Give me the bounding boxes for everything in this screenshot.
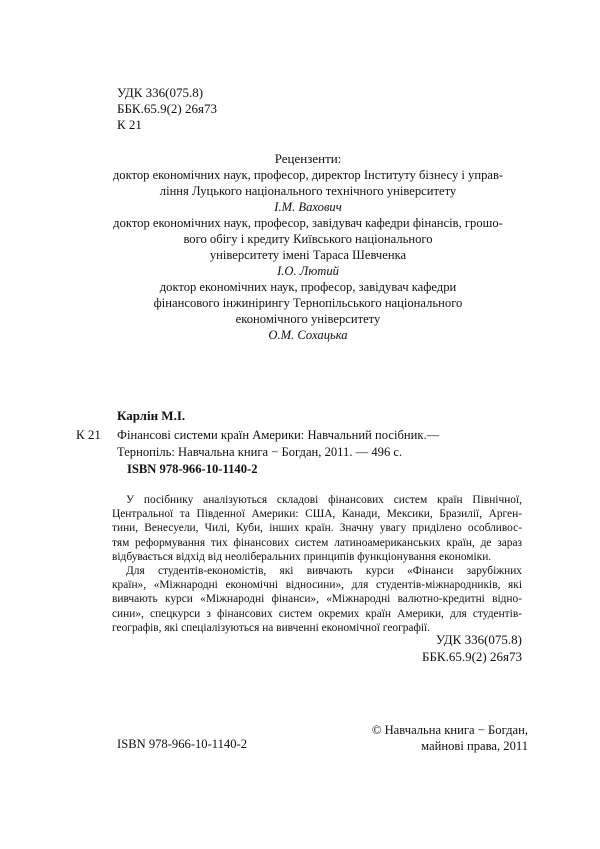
abstract-p2-line: сини», спецкурси з фінансових систем окремих країн Америки, для студентів-	[112, 607, 522, 620]
bib-isbn: ISBN 978-966-10-1140-2	[127, 462, 258, 476]
reviewer-2-line-2: вого обігу і кредиту Київського національного	[183, 232, 433, 246]
abstract-paragraph-2	[112, 564, 522, 635]
reviewer-3-line-2: фінансового інжинірингу Тернопільського національного	[153, 296, 463, 310]
bbk-code: ББК.65.9(2) 26я73	[117, 101, 217, 116]
abstract-p1-line: тини, Венесуели, Чилі, Куби, інших країн. Значну увагу приділено особливос-	[112, 522, 522, 535]
reviewer-1-line-1: доктор економічних наук, професор, директор Інституту бізнесу і управ-	[112, 168, 504, 182]
reviewer-2-name: І.О. Лютий	[277, 264, 339, 278]
bib-title-line: Фінансові системи країн Америки: Навчальний посібник.—	[117, 428, 440, 442]
abstract-p2-line: вивчають курси «Міжнародні фінанси», «Міжнародні валютно-кредитні відно-	[112, 593, 522, 606]
abstract	[112, 493, 522, 635]
abstract-p2-line: географів, які спеціалізуються на вивченні економічної географії.	[112, 621, 431, 634]
bbk-code-right: ББК.65.9(2) 26я73	[422, 649, 522, 664]
reviewer-1-name: І.М. Вахович	[274, 200, 342, 214]
classification-codes-right	[392, 631, 522, 665]
reviewer-3-name: О.М. Сохацька	[268, 328, 348, 342]
bib-code: К 21	[76, 427, 101, 442]
abstract-p2-line: Для студентів-економістів, які вивчають курси «Фінанси зарубіжних	[126, 565, 522, 578]
udk-code-right: УДК 336(075.8)	[435, 632, 522, 647]
abstract-p1-line: Центральної та Південної Америки: США, Канади, Мексики, Бразилії, Арген-	[112, 508, 522, 521]
author-mark: К 21	[117, 117, 142, 132]
reviewers-block	[70, 151, 546, 343]
reviewer-2-line-1: доктор економічних наук, професор, завідувач кафедри фінансів, грошо-	[113, 216, 503, 230]
abstract-paragraph-1	[112, 493, 522, 564]
reviewer-2-line-3: університету імені Тараса Шевченка	[209, 248, 407, 262]
abstract-p1-line: У посібнику аналізуються складові фінансових систем країн Північної,	[126, 494, 522, 506]
abstract-p1-line: відбувається відхід від неоліберальних принципів функціонування економіки.	[112, 550, 492, 563]
abstract-p2-line: країн», «Міжнародні економічні відносини», для студентів-міжнародників, які	[112, 579, 522, 592]
isbn-bottom: ISBN 978-966-10-1140-2	[117, 737, 248, 751]
copyright-line-1: © Навчальна книга − Богдан,	[371, 723, 528, 737]
author-name: Карлін М.І.	[117, 408, 186, 423]
copyright-line-2: майнові права, 2011	[421, 739, 528, 753]
reviewer-3-line-1: доктор економічних наук, професор, завідувач кафедри	[159, 280, 457, 294]
bib-imprint-line: Тернопіль: Навчальна книга − Богдан, 2011. — 496 с.	[117, 445, 403, 459]
reviewer-1-line-2: ління Луцького національного технічного університету	[159, 184, 457, 198]
abstract-p1-line: тям реформування тих фінансових систем латиноамериканських країн, де зараз	[112, 536, 522, 549]
bibliographic-record	[117, 427, 439, 478]
classification-codes	[117, 85, 217, 133]
reviewer-3-line-3: економічного університету	[235, 312, 381, 326]
reviewers-heading: Рецензенти:	[274, 151, 342, 166]
udk-code: УДК 336(075.8)	[117, 85, 204, 100]
copyright-notice	[328, 722, 528, 754]
